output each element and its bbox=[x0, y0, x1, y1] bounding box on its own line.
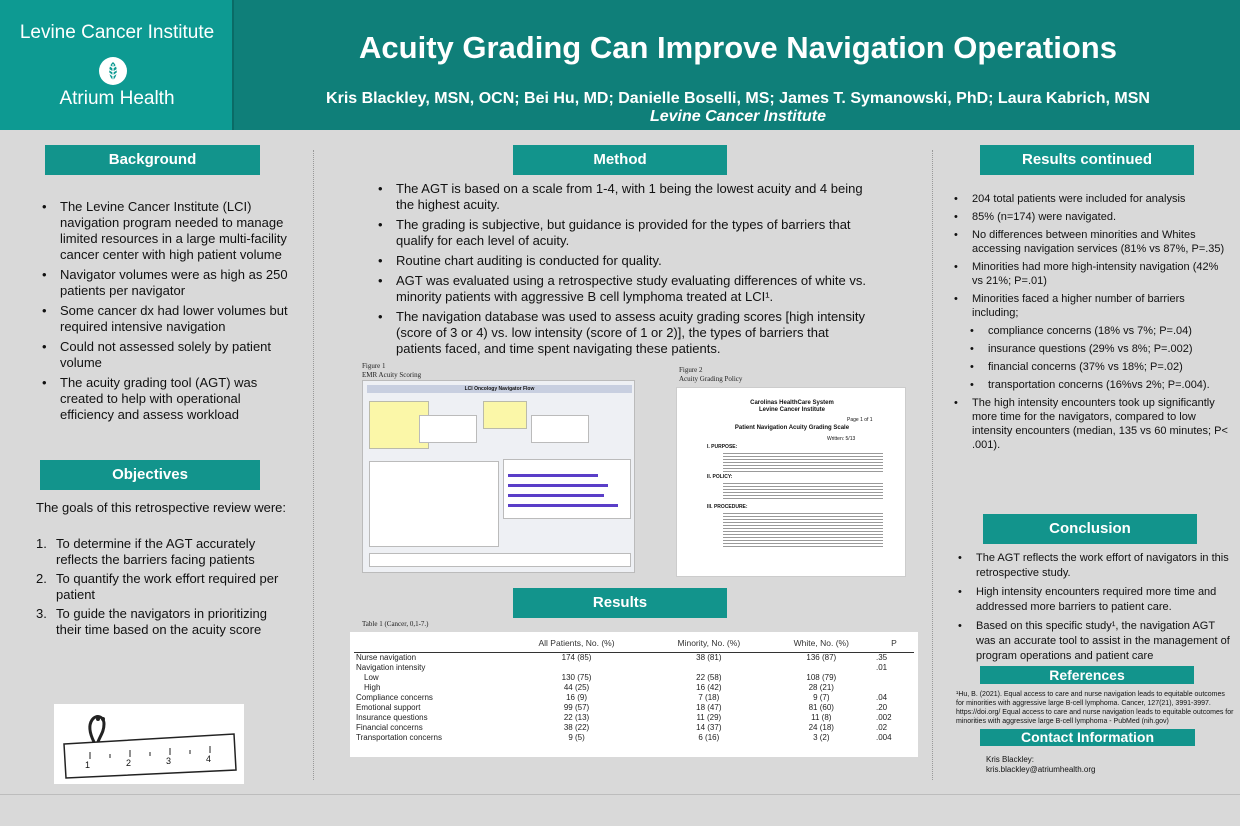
column-header: White, No. (%) bbox=[769, 638, 874, 653]
table-cell: .02 bbox=[876, 723, 888, 732]
org-name: Levine Cancer Institute bbox=[19, 22, 215, 43]
figure2-org: Carolinas HealthCare System bbox=[750, 400, 834, 406]
list-item: • Minorities faced a higher number of barriers including; bbox=[952, 292, 1232, 320]
table-cell: Low bbox=[364, 673, 379, 682]
figure2-section: I. PURPOSE: bbox=[707, 444, 738, 450]
table-cell: .01 bbox=[876, 663, 888, 672]
objectives-intro: The goals of this retrospective review were: bbox=[36, 500, 286, 515]
list-item: • Routine chart auditing is conducted for quality. bbox=[376, 253, 876, 269]
list-item: • The navigation database was used to assess acuity grading scores [high intensity (score of 3 or 4) vs. low intensity (score of 1 or 2)], the types of barriers that patients faced, and time spent navigating these patients. bbox=[376, 309, 876, 357]
authors: Kris Blackley, MSN, OCN; Bei Hu, MD; Danielle Boselli, MS; James T. Symanowski, PhD; Laura Kabrich, MSN bbox=[326, 90, 1150, 107]
column-divider bbox=[932, 150, 933, 780]
figure1-emr-screenshot bbox=[362, 380, 635, 573]
footer-rule bbox=[0, 794, 1240, 795]
table-cell bbox=[649, 663, 769, 673]
figure1-caption: Figure 1 EMR Acuity Scoring bbox=[362, 362, 422, 379]
table-cell bbox=[874, 683, 914, 693]
table-row bbox=[354, 653, 914, 664]
contact-email[interactable]: kris.blackley@atriumhealth.org bbox=[986, 765, 1096, 774]
method-list bbox=[376, 181, 876, 361]
ruler-number: 2 bbox=[126, 758, 132, 768]
table-cell: 99 (57) bbox=[563, 703, 590, 712]
conclusion-heading: Conclusion bbox=[983, 514, 1197, 544]
table-cell: 7 (18) bbox=[698, 693, 720, 702]
background-list bbox=[40, 199, 290, 427]
table-cell: 22 (58) bbox=[696, 673, 722, 682]
list-item: • Navigator volumes were as high as 250 patients per navigator bbox=[40, 267, 290, 299]
table-cell: Emotional support bbox=[356, 703, 421, 712]
table-row bbox=[354, 723, 914, 733]
list-item: • Minorities had more high-intensity navigation (42% vs 21%; P=.01) bbox=[952, 260, 1232, 288]
table-cell: .004 bbox=[876, 733, 892, 742]
table-row bbox=[354, 673, 914, 683]
list-item: 2. To quantify the work effort required per patient bbox=[36, 571, 279, 602]
table-cell: 174 (85) bbox=[561, 653, 592, 662]
table-cell: Transportation concerns bbox=[356, 733, 442, 742]
results-table-panel bbox=[350, 632, 918, 757]
list-item: • The acuity grading tool (AGT) was created to help with operational efficiency and assess workload bbox=[40, 375, 290, 423]
sub-list-item: • compliance concerns (18% vs 7%; P=.04) bbox=[952, 324, 1232, 338]
table-cell: 44 (25) bbox=[563, 683, 590, 692]
table-cell: 6 (16) bbox=[698, 733, 720, 742]
table-cell: High bbox=[364, 683, 381, 692]
table-cell: 38 (22) bbox=[563, 723, 590, 732]
figure2-section: II. POLICY: bbox=[707, 474, 733, 480]
header-banner bbox=[0, 0, 1240, 130]
ruler-number: 1 bbox=[85, 760, 91, 770]
results-heading: Results bbox=[513, 588, 727, 618]
list-item: • Based on this specific study¹, the navigation AGT was an accurate tool to assist in the management of program operations and patient care bbox=[956, 619, 1234, 664]
sub-list-item: • financial concerns (37% vs 18%; P=.02) bbox=[952, 360, 1232, 374]
table-cell bbox=[769, 663, 874, 673]
table-cell: 11 (8) bbox=[811, 713, 832, 722]
institute: Levine Cancer Institute bbox=[649, 108, 827, 125]
list-item: • High intensity encounters required more time and addressed more barriers to patient care. bbox=[956, 585, 1234, 615]
figure2-page: Page 1 of 1 bbox=[847, 417, 873, 423]
column-header: All Patients, No. (%) bbox=[504, 638, 649, 653]
figure2-inst: Levine Cancer Institute bbox=[758, 407, 826, 413]
sub-list-item: • transportation concerns (16%vs 2%; P=.004). bbox=[952, 378, 1232, 392]
column-header: P bbox=[874, 638, 914, 653]
poster-title: Acuity Grading Can Improve Navigation Operations bbox=[359, 30, 1117, 65]
table-body bbox=[354, 653, 914, 744]
objectives-list bbox=[36, 536, 286, 641]
ruler-cartoon-image bbox=[54, 704, 244, 784]
logo-panel bbox=[0, 0, 234, 130]
table-cell: Compliance concerns bbox=[356, 693, 433, 702]
results-continued-body bbox=[952, 192, 1232, 456]
list-item: • Could not assessed solely by patient volume bbox=[40, 339, 290, 371]
table-cell: 22 (13) bbox=[563, 713, 590, 722]
table-cell: Nurse navigation bbox=[356, 653, 417, 662]
table-cell: .20 bbox=[876, 703, 888, 712]
worm-ruler-icon bbox=[54, 704, 244, 784]
list-item: • No differences between minorities and Whites accessing navigation services (81% vs 87%, P=.35) bbox=[952, 228, 1232, 256]
table-cell: Financial concerns bbox=[356, 723, 423, 732]
table-cell bbox=[874, 673, 914, 683]
table-cell: Insurance questions bbox=[356, 713, 428, 722]
ruler-number: 3 bbox=[166, 756, 172, 766]
results-table bbox=[354, 638, 914, 743]
table-cell: 28 (21) bbox=[808, 683, 834, 692]
list-item: 3. To guide the navigators in prioritizing their time based on the acuity score bbox=[36, 606, 268, 637]
table-cell: 136 (87) bbox=[806, 653, 837, 662]
contact-heading: Contact Information bbox=[980, 729, 1195, 746]
table-cell: 11 (29) bbox=[696, 713, 722, 722]
table-cell bbox=[504, 663, 649, 673]
list-item: • AGT was evaluated using a retrospective study evaluating differences of white vs. minority patients with aggressive B cell lymphoma treated at LCI¹. bbox=[376, 273, 876, 305]
results-continued-heading: Results continued bbox=[980, 145, 1194, 175]
column-header: Minority, No. (%) bbox=[649, 638, 769, 653]
figure2-title: Patient Navigation Acuity Grading Scale bbox=[734, 425, 850, 431]
table-cell: 130 (75) bbox=[561, 673, 592, 682]
conclusion-list bbox=[956, 551, 1234, 668]
atrium-logo-icon bbox=[98, 56, 128, 86]
list-item: • The AGT reflects the work effort of navigators in this retrospective study. bbox=[956, 551, 1234, 581]
brand-name: Atrium Health bbox=[59, 88, 175, 109]
table-row bbox=[354, 703, 914, 713]
table-cell: 16 (9) bbox=[566, 693, 587, 702]
table-cell: .002 bbox=[876, 713, 892, 722]
sub-list-item: • insurance questions (29% vs 8%; P=.002) bbox=[952, 342, 1232, 356]
figure2-section: III. PROCEDURE: bbox=[707, 504, 748, 510]
figure2-policy-document bbox=[676, 387, 906, 577]
table-cell: 9 (5) bbox=[568, 733, 585, 742]
table-row bbox=[354, 663, 914, 673]
table-cell: 14 (37) bbox=[696, 723, 722, 732]
list-item: 1. To determine if the AGT accurately reflects the barriers facing patients bbox=[36, 536, 256, 567]
table-cell: 38 (81) bbox=[696, 653, 722, 662]
table-cell: 81 (60) bbox=[808, 703, 834, 712]
table-caption: Table 1 (Cancer, 0,1-7.) bbox=[362, 620, 429, 628]
table-cell: .04 bbox=[876, 693, 888, 702]
table-row bbox=[354, 713, 914, 723]
table-cell: 18 (47) bbox=[696, 703, 722, 712]
table-cell: 9 (7) bbox=[813, 693, 830, 702]
list-item: • 204 total patients were included for analysis bbox=[952, 192, 1232, 206]
table-cell: Navigation intensity bbox=[356, 663, 426, 672]
list-item: • 85% (n=174) were navigated. bbox=[952, 210, 1232, 224]
table-cell: 108 (79) bbox=[806, 673, 837, 682]
table-row bbox=[354, 733, 914, 743]
list-item: • The Levine Cancer Institute (LCI) navigation program needed to manage limited resources in a large multi-facility cancer center with high patient volume bbox=[40, 199, 290, 263]
table-header-row bbox=[354, 638, 914, 653]
column-divider bbox=[313, 150, 314, 780]
ruler-number: 4 bbox=[206, 754, 212, 764]
table-cell: 16 (42) bbox=[696, 683, 722, 692]
table-row bbox=[354, 693, 914, 703]
contact-name: Kris Blackley: bbox=[986, 755, 1035, 764]
figure2-caption: Figure 2 Acuity Grading Policy bbox=[679, 366, 743, 383]
figure2-date: Written: 5/13 bbox=[827, 436, 856, 442]
table-cell: .35 bbox=[876, 653, 888, 662]
references-heading: References bbox=[980, 666, 1194, 684]
objectives-heading: Objectives bbox=[40, 460, 260, 490]
table-cell: 24 (18) bbox=[808, 723, 834, 732]
figure1-header: LCI Oncology Navigator Flow bbox=[367, 385, 632, 393]
list-item: • The high intensity encounters took up significantly more time for the navigators, compared to low intensity encounters (median, 135 vs 60 minutes; P< .001). bbox=[952, 396, 1232, 452]
method-heading: Method bbox=[513, 145, 727, 175]
background-heading: Background bbox=[45, 145, 260, 175]
table-row bbox=[354, 683, 914, 693]
list-item: • The AGT is based on a scale from 1-4, with 1 being the lowest acuity and 4 being the highest acuity. bbox=[376, 181, 876, 213]
list-item: • The grading is subjective, but guidance is provided for the types of barriers that qualify for each level of acuity. bbox=[376, 217, 876, 249]
table-cell: 3 (2) bbox=[813, 733, 830, 742]
reference-text: ¹Hu, B. (2021). Equal access to care and nurse navigation leads to equitable outcomes for minorities with aggressive large B-cell lymphoma. Cancer, 127(21), 3991-3997. https://doi.org/ Equal access to care and nurse navigation leads to equitable outcomes for minorities with aggressive large B-cell lymphoma - PubMed (nih.gov) bbox=[956, 691, 1234, 725]
list-item: • Some cancer dx had lower volumes but required intensive navigation bbox=[40, 303, 290, 335]
